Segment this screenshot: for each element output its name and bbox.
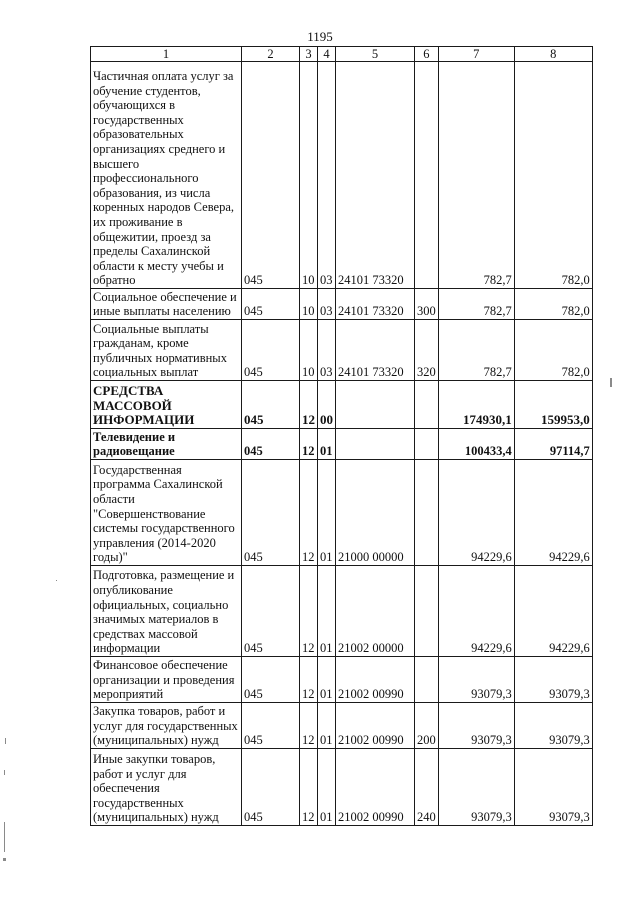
cell-amount-actual: 94229,6 <box>514 566 592 657</box>
cell-expense-type: 320 <box>415 320 439 381</box>
cell-ministry-code: 045 <box>242 289 300 320</box>
cell-amount-actual: 97114,7 <box>514 429 592 460</box>
cell-ministry-code: 045 <box>242 460 300 566</box>
table-row <box>91 657 593 703</box>
cell-expense-type <box>415 62 439 289</box>
cell-amount-plan: 174930,1 <box>438 381 514 429</box>
header-cell: 1 <box>91 47 242 62</box>
cell-subsection: 01 <box>318 657 336 703</box>
cell-ministry-code: 045 <box>242 320 300 381</box>
cell-target-article: 21002 00000 <box>336 566 415 657</box>
cell-amount-actual: 93079,3 <box>514 657 592 703</box>
cell-target-article: 24101 73320 <box>336 289 415 320</box>
cell-target-article: 24101 73320 <box>336 320 415 381</box>
table-row <box>91 703 593 749</box>
row-name: Подготовка, размещение и опубликование официальных, социально значимых материалов в средствах массовой информации <box>91 566 242 657</box>
cell-expense-type: 200 <box>415 703 439 749</box>
cell-amount-plan: 93079,3 <box>438 749 514 826</box>
table-row <box>91 381 593 429</box>
table-row <box>91 289 593 320</box>
cell-section: 12 <box>300 460 318 566</box>
cell-amount-actual: 782,0 <box>514 62 592 289</box>
cell-ministry-code: 045 <box>242 657 300 703</box>
cell-target-article: 21002 00990 <box>336 657 415 703</box>
table-row <box>91 749 593 826</box>
cell-expense-type: 300 <box>415 289 439 320</box>
cell-subsection: 01 <box>318 429 336 460</box>
cell-amount-actual: 93079,3 <box>514 749 592 826</box>
cell-amount-actual: 93079,3 <box>514 703 592 749</box>
table-row <box>91 320 593 381</box>
cell-amount-plan: 93079,3 <box>438 657 514 703</box>
row-name: Государственная программа Сахалинской области "Совершенствование системы государственного управления (2014-2020 годы)" <box>91 460 242 566</box>
cell-amount-plan: 782,7 <box>438 289 514 320</box>
cell-section: 10 <box>300 320 318 381</box>
cell-target-article: 21002 00990 <box>336 749 415 826</box>
cell-amount-plan: 100433,4 <box>438 429 514 460</box>
scan-speck <box>610 378 612 387</box>
cell-ministry-code: 045 <box>242 381 300 429</box>
cell-amount-plan: 94229,6 <box>438 460 514 566</box>
table-row <box>91 62 593 289</box>
scan-speck <box>5 738 6 744</box>
page-number: 1195 <box>307 29 333 44</box>
cell-amount-plan: 782,7 <box>438 62 514 289</box>
header-cell: 3 <box>300 47 318 62</box>
cell-amount-plan: 94229,6 <box>438 566 514 657</box>
cell-amount-actual: 94229,6 <box>514 460 592 566</box>
cell-subsection: 01 <box>318 460 336 566</box>
cell-subsection: 03 <box>318 289 336 320</box>
cell-section: 10 <box>300 62 318 289</box>
cell-ministry-code: 045 <box>242 62 300 289</box>
cell-ministry-code: 045 <box>242 749 300 826</box>
cell-expense-type <box>415 381 439 429</box>
row-name: Частичная оплата услуг за обучение студентов, обучающихся в государственных образовательных организациях среднего и высшего профессионального образования, из числа коренных народов Севера, их проживание в общежитии, проезд за пределы Сахалинской области к месту учебы и обратно <box>91 62 242 289</box>
cell-section: 12 <box>300 566 318 657</box>
row-name: СРЕДСТВА МАССОВОЙ ИНФОРМАЦИИ <box>91 381 242 429</box>
cell-subsection: 03 <box>318 320 336 381</box>
row-name: Закупка товаров, работ и услуг для государственных (муниципальных) нужд <box>91 703 242 749</box>
cell-ministry-code: 045 <box>242 703 300 749</box>
header-cell: 7 <box>438 47 514 62</box>
cell-subsection: 01 <box>318 749 336 826</box>
cell-expense-type <box>415 566 439 657</box>
row-name: Финансовое обеспечение организации и проведения мероприятий <box>91 657 242 703</box>
cell-target-article: 21000 00000 <box>336 460 415 566</box>
cell-expense-type: 240 <box>415 749 439 826</box>
cell-amount-actual: 782,0 <box>514 289 592 320</box>
header-cell: 2 <box>242 47 300 62</box>
row-name: Иные закупки товаров, работ и услуг для обеспечения государственных (муниципальных) нужд <box>91 749 242 826</box>
cell-target-article <box>336 381 415 429</box>
header-cell: 4 <box>318 47 336 62</box>
scan-speck <box>56 580 57 581</box>
cell-amount-plan: 93079,3 <box>438 703 514 749</box>
cell-expense-type <box>415 657 439 703</box>
cell-subsection: 01 <box>318 566 336 657</box>
header-cell: 8 <box>514 47 592 62</box>
row-name: Телевидение и радиовещание <box>91 429 242 460</box>
row-name: Социальное обеспечение и иные выплаты населению <box>91 289 242 320</box>
row-name: Социальные выплаты гражданам, кроме публичных нормативных социальных выплат <box>91 320 242 381</box>
cell-section: 12 <box>300 749 318 826</box>
cell-section: 12 <box>300 703 318 749</box>
cell-section: 12 <box>300 429 318 460</box>
scan-speck <box>4 770 5 775</box>
table-row <box>91 566 593 657</box>
cell-subsection: 03 <box>318 62 336 289</box>
header-cell: 5 <box>336 47 415 62</box>
table-row <box>91 460 593 566</box>
header-row <box>91 47 593 62</box>
scan-speck <box>3 858 6 861</box>
header-cell: 6 <box>415 47 439 62</box>
cell-subsection: 01 <box>318 703 336 749</box>
cell-target-article: 24101 73320 <box>336 62 415 289</box>
cell-target-article: 21002 00990 <box>336 703 415 749</box>
cell-expense-type <box>415 460 439 566</box>
cell-amount-actual: 159953,0 <box>514 381 592 429</box>
cell-ministry-code: 045 <box>242 566 300 657</box>
table-row <box>91 429 593 460</box>
cell-section: 12 <box>300 381 318 429</box>
cell-section: 12 <box>300 657 318 703</box>
cell-subsection: 00 <box>318 381 336 429</box>
budget-table <box>90 46 593 826</box>
cell-amount-actual: 782,0 <box>514 320 592 381</box>
scan-speck <box>4 822 5 852</box>
cell-section: 10 <box>300 289 318 320</box>
cell-expense-type <box>415 429 439 460</box>
cell-target-article <box>336 429 415 460</box>
cell-amount-plan: 782,7 <box>438 320 514 381</box>
cell-ministry-code: 045 <box>242 429 300 460</box>
